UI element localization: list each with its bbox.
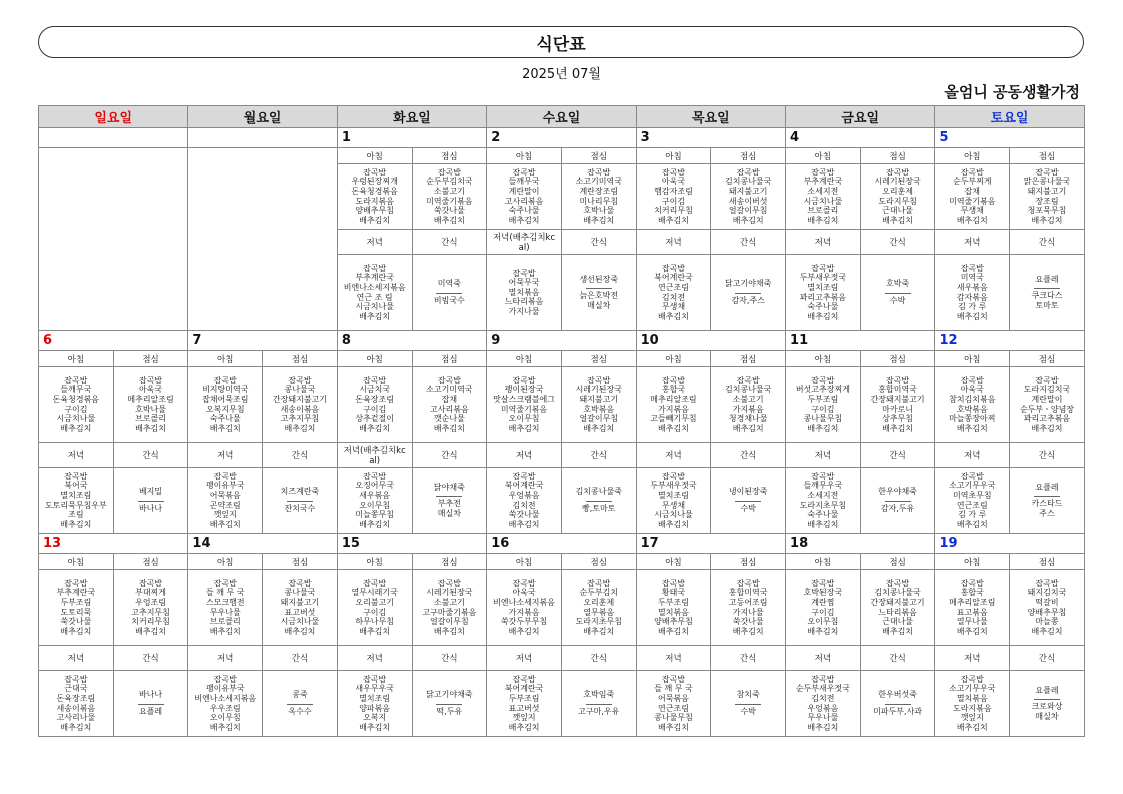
snack-label: 간식 <box>412 443 487 468</box>
dinner-label: 저녁(배추김치kc al) <box>337 443 412 468</box>
snack-items <box>711 690 785 716</box>
snack-divider <box>1034 288 1060 289</box>
date-number: 2 <box>487 128 636 148</box>
date-number: 5 <box>935 128 1084 148</box>
snack-item-2: 옥수수 <box>288 707 312 716</box>
lunch-menu: 잡곡밥 김치콩나물국 돼지불고기 새송이버섯 얼갈이무침 배추김치 <box>711 164 786 230</box>
dinner-menu: 잡곡밥 미역국 새우볶음 감자볶음 김 가 루 배추김치 <box>935 255 1010 331</box>
lunch-label: 점심 <box>561 351 636 367</box>
snack-item-2: 비빔국수 <box>433 296 465 305</box>
snack-item-1: 닭고기야채죽 <box>426 690 473 700</box>
snack-divider <box>287 704 313 705</box>
breakfast-menu: 잡곡밥 호박된장국 계란찜 구이김 오이무침 배추김치 <box>786 570 861 646</box>
snack-item-2: 빵,토마토 <box>582 504 616 513</box>
snack-divider <box>287 501 313 502</box>
dinner-label: 저녁(배추김치kc al) <box>487 230 562 255</box>
snack-item-2: 미파두부,사과 <box>873 707 923 716</box>
snack-item-2: 수박 <box>740 504 756 513</box>
breakfast-menu: 잡곡밥 아욱국 햄감자조림 구이김 치커리무침 배추김치 <box>636 164 711 230</box>
snack-label: 간식 <box>412 230 487 255</box>
date-number <box>39 128 188 148</box>
snack-menu <box>561 468 636 534</box>
lunch-label: 점심 <box>561 148 636 164</box>
snack-item-1: 치즈계란죽 <box>280 487 320 497</box>
snack-items <box>1010 483 1084 519</box>
snack-label: 간식 <box>561 646 636 671</box>
snack-divider <box>138 704 164 705</box>
snack-item-2: 잔치국수 <box>284 504 316 513</box>
lunch-menu: 잡곡밥 시레기된장국 오리훈제 도라지무침 근대나물 배추김치 <box>860 164 935 230</box>
lunch-menu: 잡곡밥 김치콩나물국 간장돼지불고기 느타리볶음 근대나물 배추김치 <box>860 570 935 646</box>
lunch-menu: 잡곡밥 홍합미역국 간장돼지불고기 마카로니 상추무침 배추김치 <box>860 367 935 443</box>
date-number: 7 <box>188 331 337 351</box>
organization-name: 올엄니 공동생활가정 <box>944 83 1080 101</box>
breakfast-label: 아침 <box>188 351 263 367</box>
dinner-menu: 잡곡밥 북어계란국 두부조림 표고버섯 깻잎지 배추김치 <box>487 671 562 737</box>
breakfast-menu: 잡곡밥 홍합국 메추리알조림 표고볶음 열무나물 배추김치 <box>935 570 1010 646</box>
dinner-label: 저녁 <box>39 646 114 671</box>
breakfast-label: 아침 <box>39 351 114 367</box>
snack-menu <box>113 671 188 737</box>
breakfast-label: 아침 <box>786 351 861 367</box>
snack-menu <box>860 671 935 737</box>
snack-label: 간식 <box>711 443 786 468</box>
snack-item-1: 김치콩나물죽 <box>575 487 622 497</box>
snack-item-1: 요플레 <box>1035 685 1059 695</box>
dinner-label: 저녁 <box>935 646 1010 671</box>
breakfast-label: 아침 <box>935 148 1010 164</box>
snack-divider <box>735 501 761 502</box>
snack-item-1: 콩죽 <box>292 690 308 700</box>
snack-divider <box>436 704 462 705</box>
snack-menu <box>860 255 935 331</box>
snack-items <box>711 279 785 305</box>
snack-item-2: 감자,주스 <box>731 296 765 305</box>
snack-item-1: 요플레 <box>1035 274 1059 284</box>
day-header: 토요일 <box>935 106 1084 128</box>
date-number: 13 <box>39 534 188 554</box>
dinner-menu: 잡곡밥 들깨무우국 소세지전 도라지초무침 숙주나물 배추김치 <box>786 468 861 534</box>
dinner-label: 저녁 <box>636 230 711 255</box>
snack-menu <box>711 468 786 534</box>
snack-items <box>562 275 636 311</box>
date-number: 9 <box>487 331 636 351</box>
breakfast-menu: 잡곡밥 순두부찌게 잡채 미역줄기볶음 무생채 배추김치 <box>935 164 1010 230</box>
date-number: 4 <box>786 128 935 148</box>
snack-items <box>263 487 337 513</box>
dinner-label: 저녁 <box>188 443 263 468</box>
breakfast-menu: 잡곡밥 버섯고추장찌게 두부조림 구이김 콩나물무침 배추김치 <box>786 367 861 443</box>
snack-divider <box>885 704 911 705</box>
date-number: 10 <box>636 331 785 351</box>
dinner-label: 저녁 <box>337 646 412 671</box>
snack-items <box>413 483 487 519</box>
dinner-menu: 잡곡밥 들 깨 무 국 어묵볶음 연근조림 콩나물무침 배추김치 <box>636 671 711 737</box>
breakfast-label: 아침 <box>636 554 711 570</box>
breakfast-label: 아침 <box>935 554 1010 570</box>
snack-menu <box>711 671 786 737</box>
snack-divider <box>586 288 612 289</box>
dinner-menu: 잡곡밥 북어국 멸치조림 도토리묵무침우부 조림 배추김치 <box>39 468 114 534</box>
dinner-menu: 잡곡밥 새우무우국 멸치조림 양파볶음 오복지 배추김치 <box>337 671 412 737</box>
date-number: 16 <box>487 534 636 554</box>
dinner-label: 저녁 <box>636 646 711 671</box>
lunch-label: 점심 <box>711 148 786 164</box>
day-header: 월요일 <box>188 106 337 128</box>
dinner-label: 저녁 <box>935 230 1010 255</box>
lunch-label: 점심 <box>263 554 338 570</box>
snack-label: 간식 <box>113 646 188 671</box>
month-label: 2025년 07월 <box>522 67 601 82</box>
snack-label: 간식 <box>113 443 188 468</box>
date-number: 1 <box>337 128 486 148</box>
date-number: 11 <box>786 331 935 351</box>
snack-menu <box>860 468 935 534</box>
snack-item-1: 바나나 <box>138 690 163 700</box>
dinner-label: 저녁 <box>636 443 711 468</box>
dinner-menu: 잡곡밥 소고기무우국 미역초무침 연근조림 김 가 루 배추김치 <box>935 468 1010 534</box>
breakfast-menu: 잡곡밥 우렁된장찌개 돈육청경볶음 도라지볶음 양배추무침 배추김치 <box>337 164 412 230</box>
breakfast-label: 아침 <box>337 554 412 570</box>
lunch-menu: 잡곡밥 소고기미역국 계란장조림 미나리무침 호박나물 배추김치 <box>561 164 636 230</box>
breakfast-menu: 잡곡밥 팽이된장국 맛살스크램블에그 미역줄기볶음 오이무침 배추김치 <box>487 367 562 443</box>
date-number <box>188 128 337 148</box>
snack-label: 간식 <box>263 443 338 468</box>
snack-divider <box>735 704 761 705</box>
snack-item-2: 늙은호박전 매실차 <box>579 291 619 310</box>
snack-item-2: 바나나 <box>138 504 163 513</box>
snack-divider <box>586 704 612 705</box>
snack-divider <box>436 293 462 294</box>
snack-items <box>263 690 337 716</box>
snack-label: 간식 <box>263 646 338 671</box>
dinner-menu: 잡곡밥 북어계란국 우엉볶음 김치전 쑥갓나물 배추김치 <box>487 468 562 534</box>
dinner-label: 저녁 <box>786 646 861 671</box>
snack-label: 간식 <box>1010 443 1085 468</box>
breakfast-menu: 잡곡밥 비지탕미역국 잡채어묵조림 오복지무침 숙주나물 배추김치 <box>188 367 263 443</box>
lunch-label: 점심 <box>412 554 487 570</box>
snack-menu <box>412 468 487 534</box>
snack-item-1: 미역죽 <box>437 279 461 289</box>
lunch-menu: 잡곡밥 시레기된장국 소불고기 고구마줄기볶음 얼갈이무침 배추김치 <box>412 570 487 646</box>
lunch-label: 점심 <box>711 351 786 367</box>
lunch-menu: 잡곡밥 순두부김치 오리훈제 열무볶음 도라지초무침 배추김치 <box>561 570 636 646</box>
snack-item-2: 수박 <box>889 296 906 305</box>
snack-label: 간식 <box>860 230 935 255</box>
lunch-label: 점심 <box>412 351 487 367</box>
snack-divider <box>885 293 911 294</box>
snack-item-1: 냉이된장죽 <box>728 487 768 497</box>
empty-day <box>188 148 337 331</box>
day-header: 일요일 <box>39 106 188 128</box>
empty-day <box>39 148 188 331</box>
breakfast-label: 아침 <box>487 351 562 367</box>
snack-item-2: 부추전 매실차 <box>437 499 461 518</box>
snack-items <box>413 279 487 305</box>
breakfast-label: 아침 <box>636 351 711 367</box>
dinner-label: 저녁 <box>786 230 861 255</box>
lunch-menu: 잡곡밥 부대찌게 우엉조림 고추지무침 치커리무침 배추김치 <box>113 570 188 646</box>
breakfast-menu: 잡곡밥 들깨무국 돈육청경볶음 구이김 시금치나물 배추김치 <box>39 367 114 443</box>
breakfast-label: 아침 <box>337 351 412 367</box>
lunch-menu: 잡곡밥 돼지김치국 떡갈비 양배추무침 마늘쫑 배추김치 <box>1010 570 1085 646</box>
lunch-label: 점심 <box>1010 148 1085 164</box>
snack-item-2: 카스타드 주스 <box>1031 499 1063 518</box>
snack-menu <box>561 671 636 737</box>
lunch-label: 점심 <box>860 148 935 164</box>
snack-label: 간식 <box>1010 230 1085 255</box>
breakfast-label: 아침 <box>487 148 562 164</box>
breakfast-menu: 잡곡밥 황태국 두부조림 멸치볶음 양배추무침 배추김치 <box>636 570 711 646</box>
snack-item-1: 베지밀 <box>138 487 163 497</box>
snack-item-2: 떡,두유 <box>436 707 463 716</box>
breakfast-menu: 잡곡밥 부추계란국 두부조림 도토리묵 쑥갓나물 배추김치 <box>39 570 114 646</box>
snack-divider <box>1034 496 1060 497</box>
breakfast-label: 아침 <box>786 554 861 570</box>
snack-menu <box>1010 468 1085 534</box>
meal-calendar <box>38 105 1085 737</box>
lunch-menu: 잡곡밥 콩나물국 간장돼지불고기 새송이볶음 고추지무침 배추김치 <box>263 367 338 443</box>
breakfast-menu: 잡곡밥 부추계란국 소세지전 시금치나물 브로콜리 배추김치 <box>786 164 861 230</box>
breakfast-menu: 잡곡밥 아욱국 비엔나소세지볶음 가지볶음 쑥갓두부무침 배추김치 <box>487 570 562 646</box>
snack-items <box>711 487 785 513</box>
lunch-menu: 잡곡밥 시레기된장국 돼지불고기 호박볶음 얼갈이무침 배추김치 <box>561 367 636 443</box>
day-header: 수요일 <box>487 106 636 128</box>
dinner-menu: 잡곡밥 두부새우젓국 멸치조림 꽈리고추볶음 숙주나물 배추김치 <box>786 255 861 331</box>
dinner-label: 저녁 <box>188 646 263 671</box>
dinner-menu: 잡곡밥 팽이유부국 어묵볶음 곤약조림 깻잎지 배추김치 <box>188 468 263 534</box>
snack-label: 간식 <box>711 230 786 255</box>
dinner-label: 저녁 <box>487 646 562 671</box>
dinner-menu: 잡곡밥 소고기무우국 멸치볶음 도라지볶음 깻잎지 배추김치 <box>935 671 1010 737</box>
snack-item-1: 닭야채죽 <box>433 482 465 492</box>
snack-divider <box>735 293 761 294</box>
breakfast-label: 아침 <box>188 554 263 570</box>
snack-menu <box>263 671 338 737</box>
snack-items <box>861 279 935 305</box>
breakfast-menu: 잡곡밥 열무시래기국 오리불고기 구이김 하무나무침 배추김치 <box>337 570 412 646</box>
snack-item-1: 요플레 <box>1035 482 1059 492</box>
snack-menu <box>711 255 786 331</box>
breakfast-label: 아침 <box>786 148 861 164</box>
lunch-label: 점심 <box>860 554 935 570</box>
lunch-label: 점심 <box>860 351 935 367</box>
snack-label: 간식 <box>860 443 935 468</box>
breakfast-menu: 잡곡밥 홍합국 메추리알조림 가지볶음 고들빼기무침 배추김치 <box>636 367 711 443</box>
lunch-label: 점심 <box>1010 351 1085 367</box>
dinner-menu: 잡곡밥 순두부새우젓국 김치전 우엉볶음 무우나물 배추김치 <box>786 671 861 737</box>
snack-item-1: 호박임죽 <box>583 690 615 700</box>
day-header: 목요일 <box>636 106 785 128</box>
snack-items <box>562 690 636 716</box>
snack-item-2: 요플레 <box>138 707 163 716</box>
breakfast-label: 아침 <box>935 351 1010 367</box>
snack-divider <box>1034 699 1060 700</box>
snack-item-1: 한우버섯죽 <box>878 690 917 700</box>
dinner-label: 저녁 <box>337 230 412 255</box>
snack-menu <box>561 255 636 331</box>
dinner-menu: 잡곡밥 부추계란국 비엔나소세지볶음 연근 조 림 시금치나물 배추김치 <box>337 255 412 331</box>
breakfast-menu: 잡곡밥 들깨무국 계란말이 고사리볶음 숙주나물 배추김치 <box>487 164 562 230</box>
snack-menu <box>113 468 188 534</box>
lunch-menu: 잡곡밥 아욱국 메추리알조림 호박나물 브로콜리 배추김치 <box>113 367 188 443</box>
snack-item-1: 한우야채죽 <box>878 487 917 497</box>
menu-title: 식단표 <box>38 26 1084 58</box>
snack-label: 간식 <box>561 230 636 255</box>
breakfast-label: 아침 <box>487 554 562 570</box>
snack-menu <box>412 255 487 331</box>
snack-item-1: 생선된장죽 <box>579 274 619 284</box>
snack-items <box>1010 686 1084 722</box>
dinner-label: 저녁 <box>786 443 861 468</box>
snack-menu <box>412 671 487 737</box>
dinner-menu: 잡곡밥 오징어무국 새우볶음 오이무침 미늘쫑무침 배추김치 <box>337 468 412 534</box>
date-number: 15 <box>337 534 486 554</box>
lunch-label: 점심 <box>113 351 188 367</box>
dinner-menu: 잡곡밥 두부새우젓국 멸치조림 무생채 시금치나물 배추김치 <box>636 468 711 534</box>
snack-items <box>562 487 636 513</box>
snack-menu <box>1010 255 1085 331</box>
dinner-menu: 잡곡밥 근대국 돈육장조림 새송이볶음 고사리나물 배추김치 <box>39 671 114 737</box>
lunch-menu: 잡곡밥 콩나물국 돼지불고기 표고버섯 시금치나물 배추김치 <box>263 570 338 646</box>
breakfast-label: 아침 <box>636 148 711 164</box>
snack-items <box>114 487 188 513</box>
snack-label: 간식 <box>711 646 786 671</box>
dinner-menu: 잡곡밥 북어계란국 연근조림 김치전 무생채 배추김치 <box>636 255 711 331</box>
snack-item-2: 고구마,우유 <box>578 707 620 716</box>
day-header: 금요일 <box>786 106 935 128</box>
snack-label: 간식 <box>860 646 935 671</box>
date-number: 18 <box>786 534 935 554</box>
snack-menu <box>263 468 338 534</box>
breakfast-menu: 잡곡밥 시금치국 돈육장조림 구이김 상추겉절이 배추김치 <box>337 367 412 443</box>
breakfast-label: 아침 <box>39 554 114 570</box>
date-number: 19 <box>935 534 1084 554</box>
snack-item-2: 수박 <box>740 707 756 716</box>
snack-label: 간식 <box>412 646 487 671</box>
day-header: 화요일 <box>337 106 486 128</box>
snack-item-1: 참치죽 <box>736 690 760 700</box>
snack-items <box>861 487 935 513</box>
snack-divider <box>436 496 462 497</box>
snack-items <box>861 690 935 716</box>
date-number: 6 <box>39 331 188 351</box>
lunch-menu: 잡곡밥 순두부김치국 소불고기 미역줄기볶음 쑥갓나물 배추김치 <box>412 164 487 230</box>
dinner-label: 저녁 <box>487 443 562 468</box>
snack-label: 간식 <box>1010 646 1085 671</box>
snack-divider <box>138 501 164 502</box>
snack-item-1: 호박죽 <box>885 279 910 289</box>
lunch-label: 점심 <box>1010 554 1085 570</box>
lunch-label: 점심 <box>263 351 338 367</box>
lunch-menu: 잡곡밥 맑은콩나물국 돼지불고기 장조림 청포묵무침 배추김치 <box>1010 164 1085 230</box>
breakfast-menu: 잡곡밥 아욱국 참치김치볶음 호박볶음 마늘쫑장아찌 배추김치 <box>935 367 1010 443</box>
dinner-menu: 잡곡밥 어묵무국 멸치볶음 느타리볶음 가지나물 <box>487 255 562 331</box>
date-number: 12 <box>935 331 1084 351</box>
lunch-label: 점심 <box>113 554 188 570</box>
snack-item-2: 쿠크다스 토마토 <box>1031 291 1063 310</box>
lunch-menu: 잡곡밥 소고기미역국 잡채 고사리볶음 깻순나물 배추김치 <box>412 367 487 443</box>
breakfast-label: 아침 <box>337 148 412 164</box>
dinner-menu: 잡곡밥 팽이유부국 비엔나소세지볶음 우우조림 오이무침 배추김치 <box>188 671 263 737</box>
snack-items <box>1010 275 1084 311</box>
breakfast-menu: 잡곡밥 들 깨 무 국 스모크햄전 무우나물 브로콜리 배추김치 <box>188 570 263 646</box>
snack-item-2: 크로와상 매실차 <box>1031 702 1063 721</box>
snack-menu <box>1010 671 1085 737</box>
dinner-label: 저녁 <box>39 443 114 468</box>
date-number: 8 <box>337 331 486 351</box>
date-number: 17 <box>636 534 785 554</box>
snack-item-2: 감자,두유 <box>880 504 915 513</box>
lunch-menu: 잡곡밥 도라지김치국 계란말이 순두부ㆍ양념장 꽈리고추볶음 배추김치 <box>1010 367 1085 443</box>
lunch-menu: 잡곡밥 김치콩나물국 소불고기 가지볶음 청경채나물 배추김치 <box>711 367 786 443</box>
lunch-label: 점심 <box>561 554 636 570</box>
snack-items <box>114 690 188 716</box>
snack-divider <box>586 501 612 502</box>
snack-divider <box>885 501 911 502</box>
date-number: 3 <box>636 128 785 148</box>
snack-items <box>413 690 487 716</box>
lunch-label: 점심 <box>412 148 487 164</box>
snack-item-1: 닭고기야채죽 <box>724 279 772 289</box>
date-number: 14 <box>188 534 337 554</box>
snack-label: 간식 <box>561 443 636 468</box>
lunch-menu: 잡곡밥 홍합미역국 고등어조림 가지나물 쑥갓나물 배추김치 <box>711 570 786 646</box>
lunch-label: 점심 <box>711 554 786 570</box>
dinner-label: 저녁 <box>935 443 1010 468</box>
